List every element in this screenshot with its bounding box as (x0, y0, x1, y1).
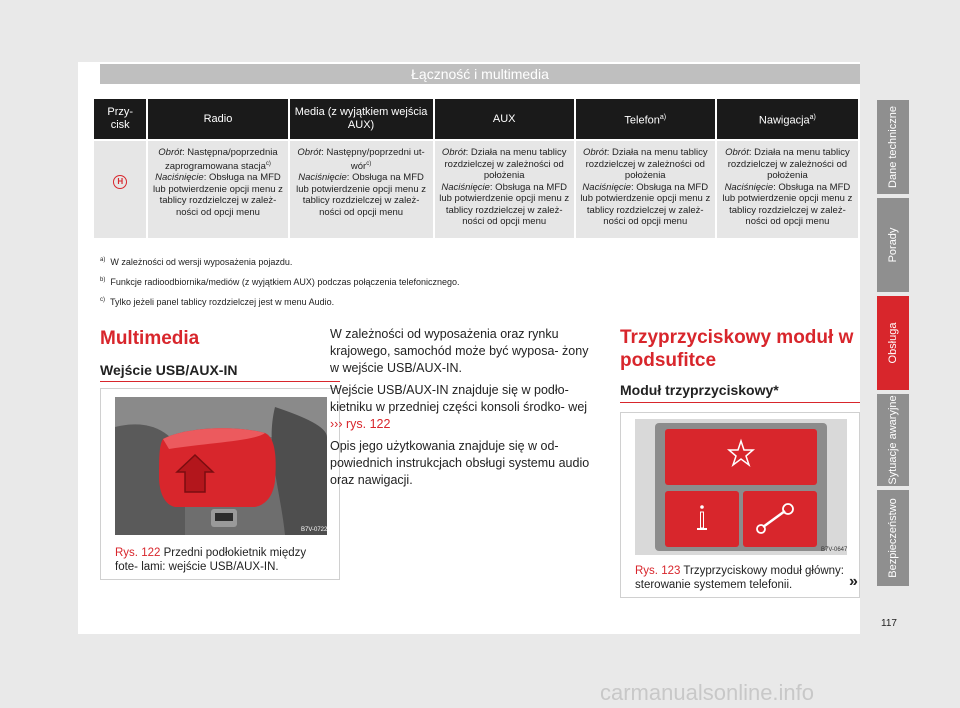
subsection-title-usb: Wejście USB/AUX-IN (100, 362, 238, 378)
figure-ref-link[interactable]: ››› rys. 122 (330, 417, 391, 431)
usb-description (330, 326, 590, 494)
favorite-button-panel (665, 429, 817, 485)
col-header-radio: Radio (148, 99, 287, 141)
table-header-row (94, 99, 858, 141)
footnotes (100, 251, 460, 311)
info-icon (700, 505, 704, 509)
footnote-a: $^{a)}$ W zależności od wersji wyposażenia pojazdu. (100, 257, 293, 267)
page-header: Łączność i multimedia (100, 64, 860, 84)
section-title-module: Trzyprzyciskowy moduł w podsufitce (620, 327, 854, 371)
cell-symbol (94, 141, 146, 238)
continue-arrow: » (849, 573, 858, 590)
tab-dane-techniczne[interactable]: Dane techniczne (877, 100, 909, 194)
cell-telefon: Obrót: Działa na menu tablicy rozdzielczej w zależności od położenia Naciśnięcie: Obsługa na MFD lub potwierdzenie opcji menu z tablicy rozdzielczej w zależ- ności od opcji menu (576, 141, 715, 238)
cell-aux: Obrót: Działa na menu tablicy rozdzielczej w zależności od położenia Naciśnięcie: Obsługa na MFD lub potwierdzenie opcji menu z tablicy rozdzielczej w zależ- ności od opcji menu (435, 141, 574, 238)
figure-code-122: B7V-0722 (301, 527, 327, 533)
figure-caption-123: Rys. 123 Trzyprzyciskowy moduł główny: sterowanie systemem telefonii. (635, 565, 845, 591)
figure-123 (620, 412, 860, 598)
paragraph-3: Opis jego użytkowania znajduje się w od- powiednich instrukcjach obsługi systemu audio oraz nawigacji. (330, 439, 590, 487)
service-button-panel (743, 491, 817, 547)
col-header-nawigacja: Nawigacja$^{a)}$ (717, 99, 858, 141)
subsection-rule-2 (620, 402, 860, 403)
tab-porady[interactable]: Porady (877, 198, 909, 292)
col-header-telefon: Telefon$^{a)}$ (576, 99, 715, 141)
section-title-multimedia: Multimedia (100, 328, 200, 349)
col-header-aux: AUX (435, 99, 574, 141)
armrest-image (115, 397, 327, 535)
tab-obsluga[interactable]: Obsługa (877, 296, 909, 390)
tab-sytuacje-awaryjne[interactable]: Sytuacje awaryjne (877, 394, 909, 486)
info-button-panel (665, 491, 739, 547)
button-function-table (92, 99, 860, 238)
footnote-b: $^{b)}$ Funkcje radioodbiornika/mediów (z wyjątkiem AUX) podczas połączenia telefonicznego. (100, 277, 460, 287)
tab-bezpieczenstwo[interactable]: Bezpieczeństwo (877, 490, 909, 586)
module-image (635, 419, 847, 555)
paragraph-2: Wejście USB/AUX-IN znajduje się w podło- kietniku w przedniej części konsoli środko- wej ››› rys. 122 (330, 383, 588, 431)
subsection-title-module: Moduł trzyprzyciskowy* (620, 382, 779, 398)
footnote-c: $^{c)}$ Tylko jeżeli panel tablicy rozdzielczej jest w menu Audio. (100, 297, 335, 307)
cell-radio: Obrót: Następna/poprzednia zaprogramowana stacja$^{c)}$ Naciśnięcie: Obsługa na MFD lub potwierdzenie opcji menu z tablicy rozdzielczej w zależ- ności od opcji menu (148, 141, 287, 238)
table-row (94, 141, 858, 238)
cell-media: Obrót: Następny/poprzedni ut- wór$^{c)}$ Naciśnięcie: Obsługa na MFD lub potwierdzenie opcji menu z tablicy rozdzielczej w zależ- ności od opcji menu (290, 141, 433, 238)
figure-122 (100, 388, 340, 580)
col-header-media: Media (z wyjątkiem wejścia AUX) (290, 99, 433, 141)
h-button-icon: H (113, 175, 127, 189)
figure-code-123: B7V-0647 (821, 547, 847, 553)
paragraph-1: W zależności od wyposażenia oraz rynku krajowego, samochód może być wyposa- żony w wejście USB/AUX-IN. (330, 327, 589, 375)
page-number: 117 (881, 618, 897, 629)
col-header-button: Przy- cisk (94, 99, 146, 141)
cell-nawigacja: Obrót: Działa na menu tablicy rozdzielczej w zależności od położenia Naciśnięcie: Obsługa na MFD lub potwierdzenie opcji menu z tablicy rozdzielczej w zależ- ności od opcji menu (717, 141, 858, 238)
subsection-rule (100, 381, 340, 382)
figure-caption-122: Rys. 122 Przedni podłokietnik między fote- lami: wejście USB/AUX-IN. (115, 547, 307, 573)
watermark: carmanualsonline.info (600, 680, 815, 705)
